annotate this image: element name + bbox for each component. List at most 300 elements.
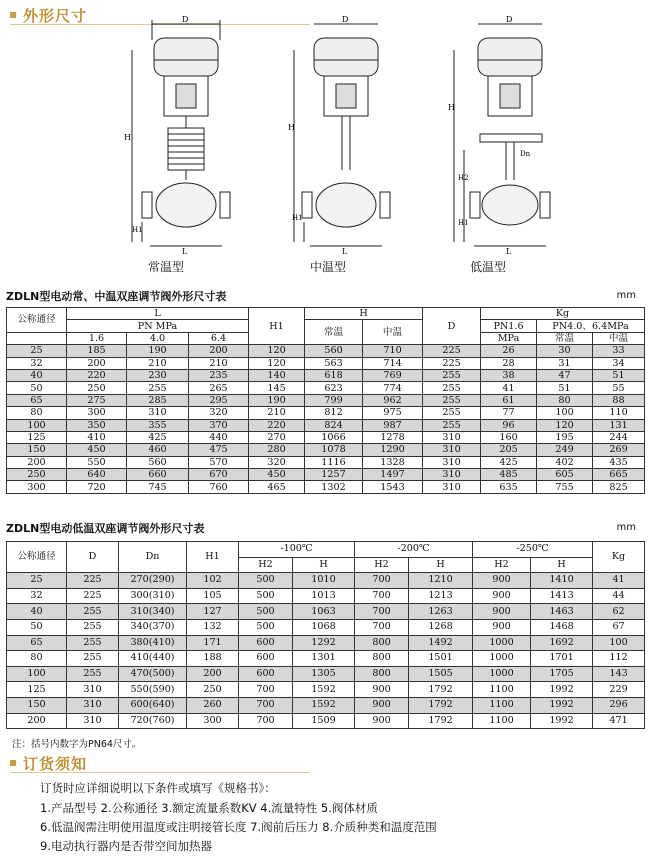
table-cell: 310 (423, 481, 481, 493)
table-cell: 1468 (531, 619, 593, 635)
table-cell: 300(310) (119, 588, 187, 604)
table-cell: 310(340) (119, 604, 187, 620)
dim-d: D (342, 15, 349, 24)
table-cell: 255 (127, 382, 189, 394)
table-cell: 900 (473, 619, 531, 635)
dim-l: L (506, 247, 512, 256)
table-row (7, 588, 645, 604)
table-cell: 26 (481, 345, 537, 357)
table-cell: 635 (481, 481, 537, 493)
table-cell: 1705 (531, 666, 593, 682)
table-cell: 225 (67, 588, 119, 604)
table-cell: 1410 (531, 573, 593, 589)
table-cell: 1692 (531, 635, 593, 651)
table-cell: 25 (7, 345, 67, 357)
section-header-dimensions (0, 4, 87, 26)
table-cell: 255 (67, 604, 119, 620)
figure-low-temp (450, 10, 560, 259)
th-kg: Kg (593, 542, 645, 573)
table-cell: 269 (593, 444, 645, 456)
table-cell: 30 (537, 345, 593, 357)
th-h: H (305, 308, 423, 320)
table-cell: 500 (239, 588, 293, 604)
table-cell: 80 (7, 651, 67, 667)
table-cell: 1292 (293, 635, 355, 651)
order-line-2: 6.低温阀需注明使用温度或注明接管长度 7.阀前后压力 8.介质种类和温度范围 (40, 820, 437, 834)
table-cell: 1509 (293, 713, 355, 729)
table-cell: 195 (537, 431, 593, 443)
table-cell: 1505 (409, 666, 473, 682)
table-cell: 190 (127, 345, 189, 357)
dim-h: H (448, 103, 455, 112)
table-cell: 125 (7, 431, 67, 443)
table-cell: 1000 (473, 635, 531, 651)
table-cell: 150 (7, 697, 67, 713)
table-cell: 1501 (409, 651, 473, 667)
table-cell: 275 (67, 394, 127, 406)
section-title: 外形尺寸 (23, 6, 88, 25)
table-cell: 171 (187, 635, 239, 651)
section-marker (10, 12, 16, 18)
table-cell: 1263 (409, 604, 473, 620)
table-cell: 61 (481, 394, 537, 406)
table-cell: 255 (67, 651, 119, 667)
table-cell: 250 (7, 469, 67, 481)
table-cell: 310 (423, 456, 481, 468)
table-cell: 962 (363, 394, 423, 406)
table-cell: 47 (537, 369, 593, 381)
table-cell: 249 (537, 444, 593, 456)
table-cell: 600 (239, 651, 293, 667)
dim-h1: H1 (132, 226, 143, 234)
th-mpa: MPa (481, 332, 537, 344)
table-cell: 51 (593, 369, 645, 381)
table-cell: 1066 (305, 431, 363, 443)
table-cell: 41 (481, 382, 537, 394)
table-row (7, 431, 645, 443)
caption-mid: 中温型 (310, 260, 347, 274)
table2-title: ZDLN型电动低温双座调节阀外形尺寸表 (6, 522, 205, 535)
table-cell: 230 (127, 369, 189, 381)
table-cell: 1013 (293, 588, 355, 604)
table-cell: 799 (305, 394, 363, 406)
table2-unit: mm (616, 522, 636, 533)
th-km: 中温 (593, 332, 645, 344)
table-cell: 125 (7, 682, 67, 698)
table-cell: 380(410) (119, 635, 187, 651)
table-cell: 160 (481, 431, 537, 443)
th-pn16: PN1.6 (481, 320, 537, 332)
table-cell: 900 (473, 604, 531, 620)
th-kg: Kg (481, 308, 645, 320)
table-cell: 32 (7, 588, 67, 604)
th-nominal: 公称通径 (7, 308, 67, 333)
table-cell: 62 (593, 604, 645, 620)
table-cell: 900 (473, 573, 531, 589)
table-row (7, 682, 645, 698)
table-cell: 225 (423, 357, 481, 369)
table-cell: 560 (305, 345, 363, 357)
table-cell: 140 (249, 369, 305, 381)
th-h1: H1 (249, 308, 305, 345)
table-cell: 25 (7, 573, 67, 589)
table-cell: 500 (239, 619, 293, 635)
th-h2: H2 (355, 557, 409, 573)
section-title: 订货须知 (23, 754, 88, 773)
valve-drawing-mid (290, 10, 400, 255)
dim-d: D (182, 15, 189, 24)
table-cell: 600(640) (119, 697, 187, 713)
caption-low: 低温型 (470, 260, 507, 274)
th-blank (7, 332, 67, 344)
table-cell: 210 (189, 357, 249, 369)
table-cell: 1000 (473, 666, 531, 682)
th-l: L (67, 308, 249, 320)
order-intro: 订货时应详细说明以下条件或填写《规格书》： (40, 781, 276, 795)
table-cell: 1063 (293, 604, 355, 620)
th-t3: -250℃ (473, 542, 593, 558)
table-cell: 310 (423, 431, 481, 443)
table-cell: 55 (593, 382, 645, 394)
table-cell: 1078 (305, 444, 363, 456)
table-cell: 255 (423, 394, 481, 406)
table-cell: 460 (127, 444, 189, 456)
th-h: H (293, 557, 355, 573)
table-cell: 145 (249, 382, 305, 394)
th-t1: -100℃ (239, 542, 355, 558)
table-cell: 250 (187, 682, 239, 698)
table-cell: 1213 (409, 588, 473, 604)
table-cell: 660 (127, 469, 189, 481)
table-cell: 310 (127, 407, 189, 419)
table-cell: 100 (7, 419, 67, 431)
table-cell: 225 (67, 573, 119, 589)
table-cell: 200 (189, 345, 249, 357)
table-cell: 210 (249, 407, 305, 419)
th-16: 1.6 (67, 332, 127, 344)
table-cell: 65 (7, 635, 67, 651)
table-cell: 1328 (363, 456, 423, 468)
table-cell: 1100 (473, 682, 531, 698)
table-cell: 714 (363, 357, 423, 369)
th-64: 6.4 (189, 332, 249, 344)
table-cell: 310 (67, 682, 119, 698)
table-cell: 1492 (409, 635, 473, 651)
table-cell: 270 (249, 431, 305, 443)
table-cell: 38 (481, 369, 537, 381)
table-cell: 255 (67, 635, 119, 651)
table-cell: 1290 (363, 444, 423, 456)
table-cell: 300 (187, 713, 239, 729)
table-cell: 96 (481, 419, 537, 431)
table-cell: 88 (593, 394, 645, 406)
table-cell: 1701 (531, 651, 593, 667)
table-cell: 1210 (409, 573, 473, 589)
table-cell: 132 (187, 619, 239, 635)
table-cell: 31 (537, 357, 593, 369)
table-cell: 720 (67, 481, 127, 493)
table-cell: 760 (189, 481, 249, 493)
table-cell: 50 (7, 382, 67, 394)
order-line-1: 1.产品型号 2.公称通径 3.额定流量系数KV 4.流量特性 5.阀体材质 (40, 801, 378, 815)
table-cell: 1992 (531, 697, 593, 713)
table-cell: 34 (593, 357, 645, 369)
table-cell: 1010 (293, 573, 355, 589)
table-cell: 131 (593, 419, 645, 431)
table-cell: 120 (249, 345, 305, 357)
table-cell: 800 (355, 651, 409, 667)
section-rule (10, 772, 310, 773)
table-cell: 700 (355, 573, 409, 589)
table-row (7, 573, 645, 589)
table-row (7, 651, 645, 667)
table-cell: 33 (593, 345, 645, 357)
table-cell: 210 (127, 357, 189, 369)
table-cell: 600 (239, 635, 293, 651)
table-cell: 900 (355, 682, 409, 698)
table-cell: 310 (423, 469, 481, 481)
table-cell: 500 (239, 573, 293, 589)
table-cell: 205 (481, 444, 537, 456)
table-cell: 1992 (531, 713, 593, 729)
table-cell: 310 (423, 444, 481, 456)
dim-h: H (124, 133, 131, 142)
table-cell: 485 (481, 469, 537, 481)
th-h1: H1 (187, 542, 239, 573)
table-cell: 355 (127, 419, 189, 431)
table1-unit: mm (616, 290, 636, 301)
table-cell: 1463 (531, 604, 593, 620)
table-cell: 260 (187, 697, 239, 713)
th-dn: Dn (119, 542, 187, 573)
table-row (7, 619, 645, 635)
table-cell: 320 (189, 407, 249, 419)
table-cell: 425 (481, 456, 537, 468)
table-cell: 410(440) (119, 651, 187, 667)
table-row (7, 419, 645, 431)
table-cell: 300 (67, 407, 127, 419)
table-row (7, 635, 645, 651)
table-cell: 255 (67, 619, 119, 635)
table-cell: 32 (7, 357, 67, 369)
table-row (7, 456, 645, 468)
table-cell: 1278 (363, 431, 423, 443)
figure-mid-temp (290, 10, 400, 259)
table-cell: 255 (423, 369, 481, 381)
table-cell: 1301 (293, 651, 355, 667)
table-cell: 435 (593, 456, 645, 468)
table-row (7, 382, 645, 394)
table-cell: 255 (67, 666, 119, 682)
th-d: D (423, 308, 481, 345)
table-cell: 618 (305, 369, 363, 381)
table-cell: 470(500) (119, 666, 187, 682)
table-cell: 700 (355, 619, 409, 635)
table-row (7, 444, 645, 456)
table-cell: 800 (355, 635, 409, 651)
table-cell: 65 (7, 394, 67, 406)
figure-normal-temp (120, 10, 250, 259)
dim-dn: Dn (520, 150, 531, 158)
table-cell: 402 (537, 456, 593, 468)
table-cell: 600 (239, 666, 293, 682)
table-cell: 190 (249, 394, 305, 406)
table-cell: 41 (593, 573, 645, 589)
th-h: H (531, 557, 593, 573)
table-row (7, 469, 645, 481)
th-pn: PN MPa (67, 320, 249, 332)
table-cell: 310 (67, 713, 119, 729)
table-cell: 670 (189, 469, 249, 481)
table-cell: 280 (249, 444, 305, 456)
th-d: D (67, 542, 119, 573)
dim-h2: H2 (458, 174, 469, 182)
table-cell: 700 (355, 588, 409, 604)
table-cell: 570 (189, 456, 249, 468)
table-row (7, 394, 645, 406)
dim-l: L (182, 247, 188, 256)
table-cell: 774 (363, 382, 423, 394)
th-40: 4.0 (127, 332, 189, 344)
table-cell: 1413 (531, 588, 593, 604)
table-cell: 80 (7, 407, 67, 419)
table-cell: 700 (355, 604, 409, 620)
table-cell: 255 (423, 419, 481, 431)
table-cell: 265 (189, 382, 249, 394)
th-kn: 常温 (537, 332, 593, 344)
table-row (7, 369, 645, 381)
table-cell: 110 (593, 407, 645, 419)
table-cell: 200 (187, 666, 239, 682)
table-low (6, 541, 645, 729)
table-cell: 812 (305, 407, 363, 419)
table-cell: 475 (189, 444, 249, 456)
th-pn4064: PN4.0、6.4MPa (537, 320, 645, 332)
table-cell: 825 (593, 481, 645, 493)
table-cell: 229 (593, 682, 645, 698)
table-row (7, 345, 645, 357)
table-cell: 100 (537, 407, 593, 419)
table-cell: 300 (7, 481, 67, 493)
dim-d: D (506, 15, 513, 24)
dim-h1: H1 (292, 214, 303, 222)
table-cell: 1268 (409, 619, 473, 635)
table-cell: 244 (593, 431, 645, 443)
table-cell: 40 (7, 604, 67, 620)
table-cell: 120 (249, 357, 305, 369)
table-cell: 563 (305, 357, 363, 369)
table-normal-mid (6, 307, 645, 494)
th-h2: H2 (239, 557, 293, 573)
table-row (7, 666, 645, 682)
table-cell: 100 (593, 635, 645, 651)
table-cell: 200 (67, 357, 127, 369)
table-cell: 185 (67, 345, 127, 357)
section-marker (10, 760, 16, 766)
table-cell: 824 (305, 419, 363, 431)
table-cell: 350 (67, 419, 127, 431)
dim-h1: H1 (458, 219, 469, 227)
table-cell: 1543 (363, 481, 423, 493)
table-cell: 410 (67, 431, 127, 443)
order-line-3: 9.电动执行器内是否带空间加热器 (40, 839, 212, 853)
table-cell: 560 (127, 456, 189, 468)
table-cell: 120 (537, 419, 593, 431)
table-cell: 1068 (293, 619, 355, 635)
table-row (7, 713, 645, 729)
table-cell: 975 (363, 407, 423, 419)
table-cell: 1592 (293, 682, 355, 698)
table-note: 注：括号内数字为PN64尺寸。 (12, 739, 142, 750)
table-cell: 755 (537, 481, 593, 493)
table-cell: 296 (593, 697, 645, 713)
table-row (7, 357, 645, 369)
table-cell: 200 (7, 713, 67, 729)
table-cell: 200 (7, 456, 67, 468)
table-cell: 640 (67, 469, 127, 481)
table-cell: 225 (423, 345, 481, 357)
table-cell: 370 (189, 419, 249, 431)
table-cell: 720(760) (119, 713, 187, 729)
table-cell: 450 (249, 469, 305, 481)
table-cell: 77 (481, 407, 537, 419)
table-cell: 465 (249, 481, 305, 493)
table-cell: 623 (305, 382, 363, 394)
table-cell: 605 (537, 469, 593, 481)
table-cell: 700 (239, 682, 293, 698)
table-cell: 769 (363, 369, 423, 381)
table-cell: 102 (187, 573, 239, 589)
table-cell: 1592 (293, 697, 355, 713)
table-cell: 550(590) (119, 682, 187, 698)
caption-normal: 常温型 (148, 260, 185, 274)
table-cell: 1305 (293, 666, 355, 682)
table-cell: 710 (363, 345, 423, 357)
table-cell: 50 (7, 619, 67, 635)
table-cell: 1302 (305, 481, 363, 493)
table-cell: 28 (481, 357, 537, 369)
th-h2: H2 (473, 557, 531, 573)
table-cell: 800 (355, 666, 409, 682)
table-cell: 900 (355, 697, 409, 713)
table-cell: 51 (537, 382, 593, 394)
table-row (7, 407, 645, 419)
table-cell: 665 (593, 469, 645, 481)
table-cell: 250 (67, 382, 127, 394)
table-cell: 310 (67, 697, 119, 713)
valve-drawing-low (450, 10, 560, 255)
table-cell: 1992 (531, 682, 593, 698)
table-cell: 1100 (473, 713, 531, 729)
table-cell: 987 (363, 419, 423, 431)
table-cell: 127 (187, 604, 239, 620)
table1-title: ZDLN型电动常、中温双座调节阀外形尺寸表 (6, 290, 227, 303)
table-cell: 143 (593, 666, 645, 682)
table-cell: 1257 (305, 469, 363, 481)
th-mid: 中温 (363, 320, 423, 345)
table-cell: 220 (249, 419, 305, 431)
table-cell: 425 (127, 431, 189, 443)
dim-h: H (288, 123, 295, 132)
table-cell: 340(370) (119, 619, 187, 635)
table-cell: 235 (189, 369, 249, 381)
table-row (7, 481, 645, 493)
table-cell: 112 (593, 651, 645, 667)
table-cell: 188 (187, 651, 239, 667)
section-header-order (0, 752, 87, 774)
table-cell: 1000 (473, 651, 531, 667)
th-t2: -200℃ (355, 542, 473, 558)
